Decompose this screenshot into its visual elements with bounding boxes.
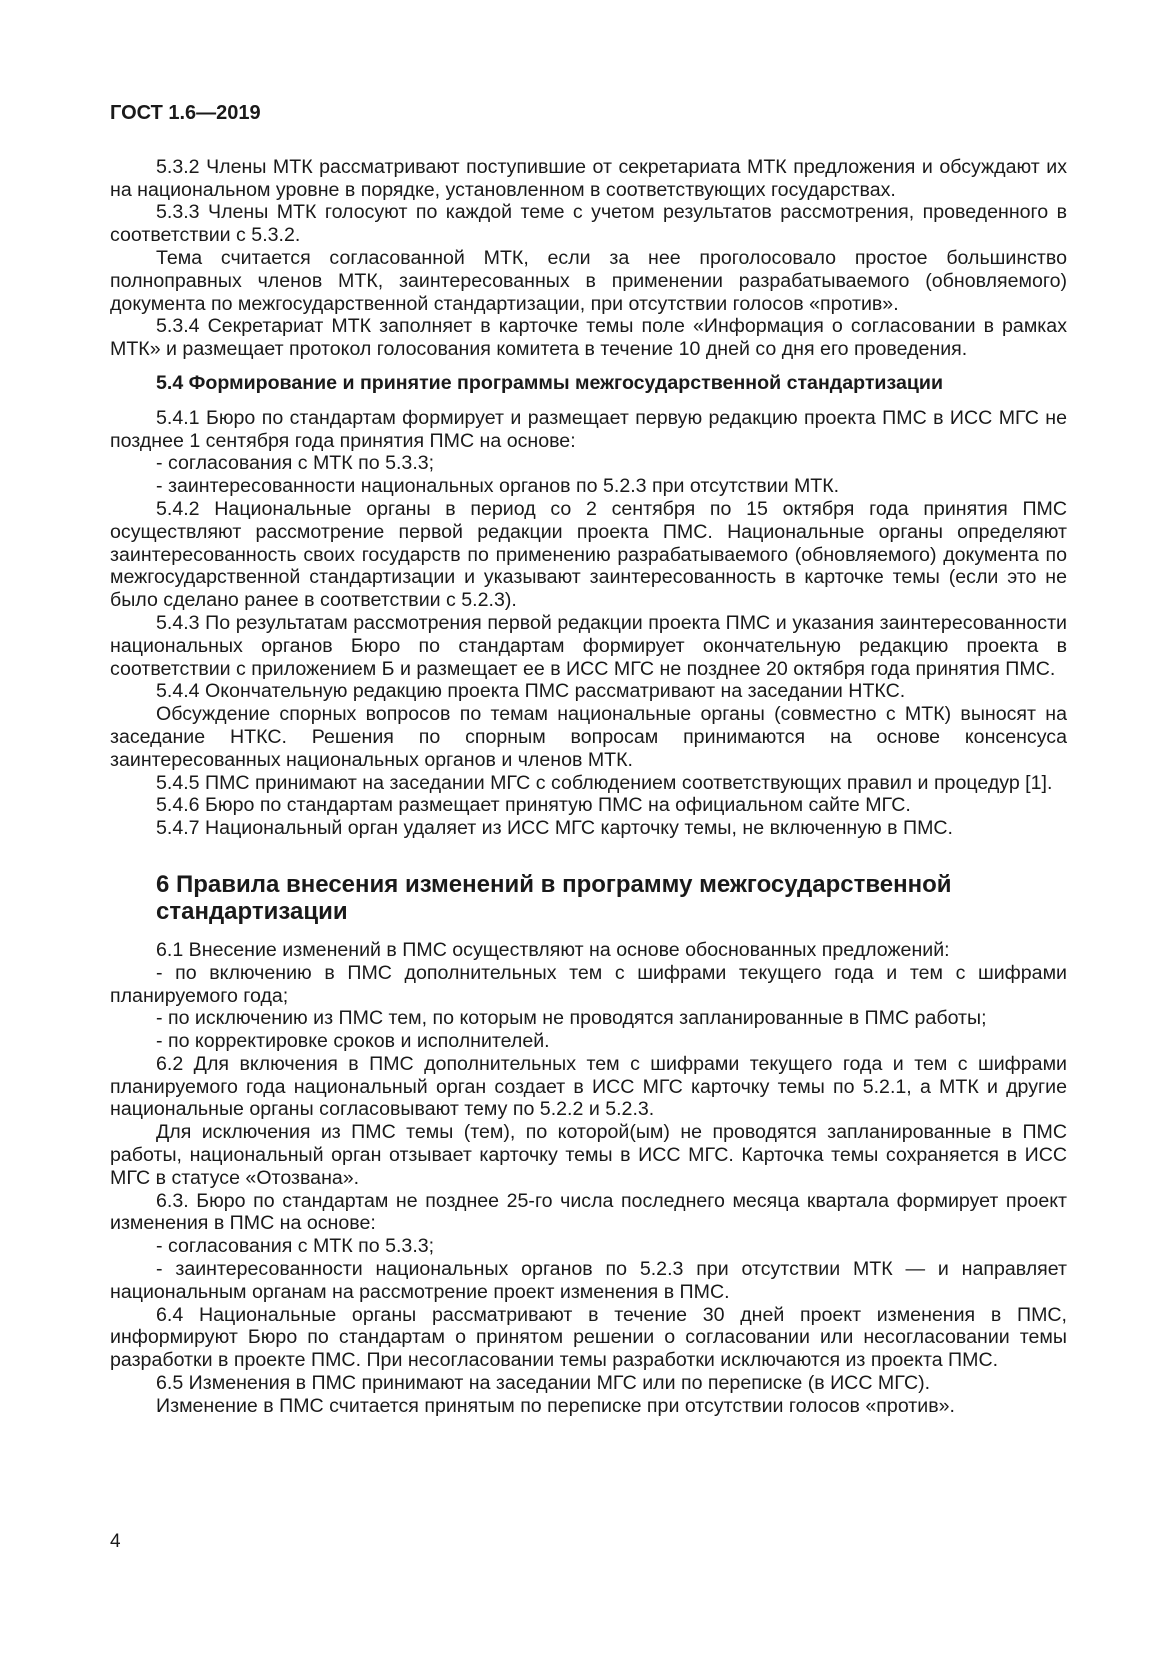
paragraph-6-5-note: Изменение в ПМС считается принятым по переписке при отсутствии голосов «против». bbox=[156, 1394, 955, 1417]
paragraph-5-3-2: 5.3.2 Члены МТК рассматривают поступившие от секретариата МТК предложения и обсуждают их на национальном уровне в порядке, установленном в соответствующих государствах. bbox=[110, 155, 1067, 201]
paragraph-5-4-5: 5.4.5 ПМС принимают на заседании МГС с соблюдением соответствующих правил и процедур [1]. bbox=[156, 771, 1053, 794]
paragraph-5-4-1: 5.4.1 Бюро по стандартам формирует и размещает первую редакцию проекта ПМС в ИСС МГС не позднее 1 сентября года принятия ПМС на основе: bbox=[110, 406, 1067, 452]
document-header: ГОСТ 1.6—2019 bbox=[110, 102, 261, 124]
paragraph-5-3-3: 5.3.3 Члены МТК голосуют по каждой теме с учетом результатов рассмотрения, проведенного в соответствии с 5.3.2. bbox=[110, 201, 1067, 247]
paragraph-5-4-6: 5.4.6 Бюро по стандартам размещает принятую ПМС на официальном сайте МГС. bbox=[156, 794, 911, 817]
paragraph-6-5: 6.5 Изменения в ПМС принимают на заседании МГС или по переписке (в ИСС МГС). bbox=[156, 1372, 931, 1395]
paragraph-6-1: 6.1 Внесение изменений в ПМС осуществляют на основе обоснованных предложений: bbox=[156, 938, 950, 961]
list-item: - согласования с МТК по 5.3.3; bbox=[156, 1235, 435, 1258]
paragraph-5-4-3: 5.4.3 По результатам рассмотрения первой редакции проекта ПМС и указания заинтересованности национальных органов Бюро по стандартам формирует окончательную редакцию проекта в соответствии с приложением Б и размещает ее в ИСС МГС не позднее 20 октября года принятия ПМС. bbox=[110, 611, 1067, 680]
paragraph-5-4-7: 5.4.7 Национальный орган удаляет из ИСС МГС карточку темы, не включенную в ПМС. bbox=[156, 817, 953, 840]
paragraph-5-3-3-note: Тема считается согласованной МТК, если за нее проголосовало простое большинство полноправных членов МТК, заинтересованных в применении разрабатываемого (обновляемого) документа по межгосударственной стандартизации, при отсутствии голосов «против». bbox=[110, 246, 1067, 315]
paragraph-5-3-4: 5.3.4 Секретариат МТК заполняет в карточке темы поле «Информация о согласовании в рамках МТК» и размещает протокол голосования комитета в течение 10 дней со дня его проведения. bbox=[110, 315, 1067, 361]
list-item: - заинтересованности национальных органов по 5.2.3 при отсутствии МТК — и направляет национальным органам на рассмотрение проект изменения в ПМС. bbox=[110, 1258, 1067, 1303]
list-item: - заинтересованности национальных органов по 5.2.3 при отсутствии МТК. bbox=[156, 475, 840, 498]
paragraph-6-2: 6.2 Для включения в ПМС дополнительных тем с шифрами текущего года и тем с шифрами планируемого года национальный орган создает в ИСС МГС карточку темы по 5.2.1, а МТК и другие национальные органы согласовывают тему по 5.2.2 и 5.2.3. bbox=[110, 1052, 1067, 1121]
list-item: - по включению в ПМС дополнительных тем с шифрами текущего года и тем с шифрами планируемого года; bbox=[110, 961, 1067, 1007]
paragraph-6-3: 6.3. Бюро по стандартам не позднее 25-го числа последнего месяца квартала формирует проект изменения в ПМС на основе: bbox=[110, 1189, 1067, 1235]
subsection-heading-5-4: 5.4 Формирование и принятие программы межгосударственной стандартизации bbox=[156, 371, 943, 394]
section-heading-6: 6 Правила внесения изменений в программу межгосударственной стандартизации bbox=[156, 870, 952, 925]
paragraph-6-4: 6.4 Национальные органы рассматривают в течение 30 дней проект изменения в ПМС, информируют Бюро по стандартам о принятом решении о согласовании или несогласовании темы разработки в проекте ПМС. При несогласовании темы разработки исключаются из проекта ПМС. bbox=[110, 1303, 1067, 1372]
list-item: - по корректировке сроков и исполнителей. bbox=[156, 1030, 550, 1053]
page-number: 4 bbox=[110, 1531, 121, 1552]
paragraph-5-4-2: 5.4.2 Национальные органы в период со 2 сентября по 15 октября года принятия ПМС осуществляют рассмотрение первой редакции проекта ПМС. Национальные органы определяют заинтересованность своих государств по применению разрабатываемого (обновляемого) документа по межгосударственной стандартизации и указывают заинтересованность в карточке темы (если это не было сделано ранее в соответствии с 5.2.3). bbox=[110, 497, 1067, 612]
paragraph-6-2-note: Для исключения из ПМС темы (тем), по которой(ым) не проводятся запланированные в ПМС работы, национальный орган отзывает карточку темы в ИСС МГС. Карточка темы сохраняется в ИСС МГС в статусе «Отозвана». bbox=[110, 1121, 1067, 1189]
paragraph-5-4-4-note: Обсуждение спорных вопросов по темам национальные органы (совместно с МТК) выносят на заседание НТКС. Решения по спорным вопросам принимаются на основе консенсуса заинтересованных национальных органов и членов МТК. bbox=[110, 703, 1067, 771]
list-item: - по исключению из ПМС тем, по которым не проводятся запланированные в ПМС работы; bbox=[156, 1007, 987, 1030]
list-item: - согласования с МТК по 5.3.3; bbox=[156, 452, 435, 475]
paragraph-5-4-4: 5.4.4 Окончательную редакцию проекта ПМС рассматривают на заседании НТКС. bbox=[156, 680, 906, 703]
